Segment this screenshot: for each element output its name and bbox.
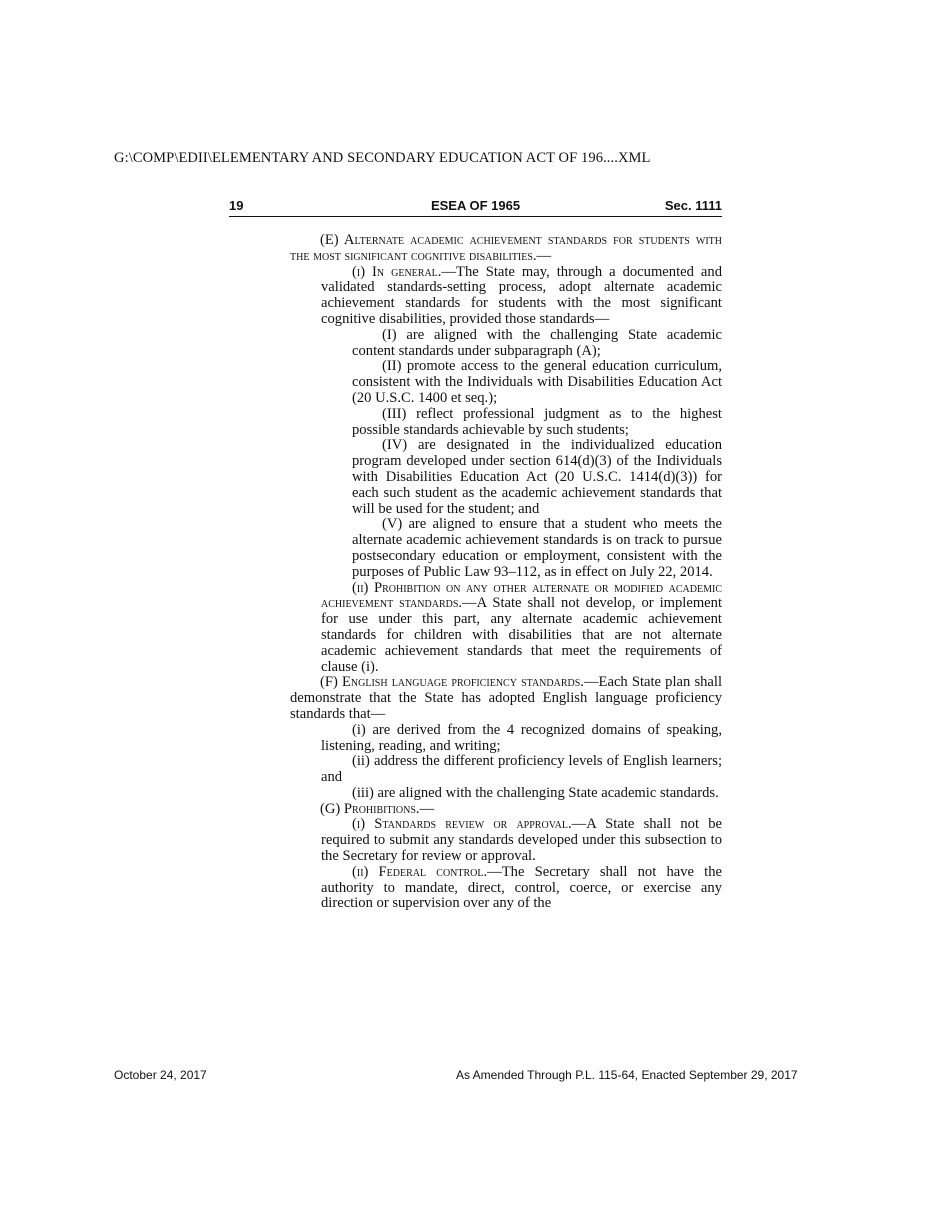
para-e-ii-heading: (ii) Prohibition on any other alternate or modified academic achievement standards.— xyxy=(321,579,722,612)
para-e-i-text: The State may, through a documented and validated standards-setting process, adopt alternate academic achievement standards for students with the most significant cognitive disabilities, provided those standards— xyxy=(321,263,722,327)
document-body xyxy=(290,233,722,912)
para-e-heading: (E) Alternate academic achievement standards for students with the most significant cognitive disabilities.— xyxy=(290,232,722,264)
para-e-i-I: (I) are aligned with the challenging State academic content standards under subparagraph (A); xyxy=(352,326,722,359)
para-e-i-II: (II) promote access to the general education curriculum, consistent with the Individuals with Disabilities Education Act (20 U.S.C. 1400 et seq.); xyxy=(352,358,722,406)
para-g-ii xyxy=(290,865,722,912)
footer-amended: As Amended Through P.L. 115-64, Enacted September 29, 2017 xyxy=(456,1068,798,1082)
para-e xyxy=(290,233,722,265)
para-e-ii-text: A State shall not develop, or implement for use under this part, any alternate academic achievement standards for children with disabilities that are not alternate academic achievement standards that meet the requirements of clause (i). xyxy=(321,595,723,675)
para-f-iii: (iii) are aligned with the challenging State academic standards. xyxy=(352,784,719,801)
para-g-ii-heading: (ii) Federal control.— xyxy=(352,863,502,880)
para-g-heading: (G) Prohibitions.— xyxy=(320,800,435,817)
para-f-ii: (ii) address the different proficiency levels of English learners; and xyxy=(321,753,722,786)
para-f-text: Each State plan shall demonstrate that the State has adopted English language proficiency standards that— xyxy=(290,674,723,722)
para-g-ii-text: The Secretary shall not have the authority to mandate, direct, control, coerce, or exercise any direction or supervision over any of the xyxy=(321,863,722,912)
file-path: G:\COMP\EDII\ELEMENTARY AND SECONDARY EDUCATION ACT OF 196....XML xyxy=(114,150,651,166)
para-e-i xyxy=(290,265,722,328)
running-title: ESEA OF 1965 xyxy=(430,198,521,213)
para-g xyxy=(290,802,722,818)
para-f-i: (i) are derived from the 4 recognized domains of speaking, listening, reading, and writing; xyxy=(321,721,722,754)
para-f-heading: (F) English language proficiency standards.— xyxy=(320,674,599,691)
para-f xyxy=(290,675,722,722)
para-g-i-heading: (i) Standards review or approval.— xyxy=(352,816,587,833)
para-g-i-text: A State shall not be required to submit any standards developed under this subsection to the Secretary for review or approval. xyxy=(321,816,723,865)
para-e-ii xyxy=(290,581,722,676)
section-number: Sec. 1111 xyxy=(664,198,722,213)
footer-date: October 24, 2017 xyxy=(114,1068,207,1082)
page-number: 19 xyxy=(229,198,244,213)
running-header xyxy=(229,198,722,217)
para-e-i-V: (V) are aligned to ensure that a student who meets the alternate academic achievement standards is on track to pursue postsecondary education or employment, consistent with the purposes of Public Law 93–112, as in effect on July 22, 2014. xyxy=(352,516,722,580)
para-e-i-III: (III) reflect professional judgment as to the highest possible standards achievable by such students; xyxy=(352,405,722,438)
para-e-i-IV: (IV) are designated in the individualized education program developed under section 614(d)(3) of the Individuals with Disabilities Education Act (20 U.S.C. 1414(d)(3)) for each such student as the academic achievement standards that will be used for the student; and xyxy=(352,437,722,517)
para-e-i-heading: (i) In general.— xyxy=(352,263,457,280)
para-g-i xyxy=(290,817,722,864)
